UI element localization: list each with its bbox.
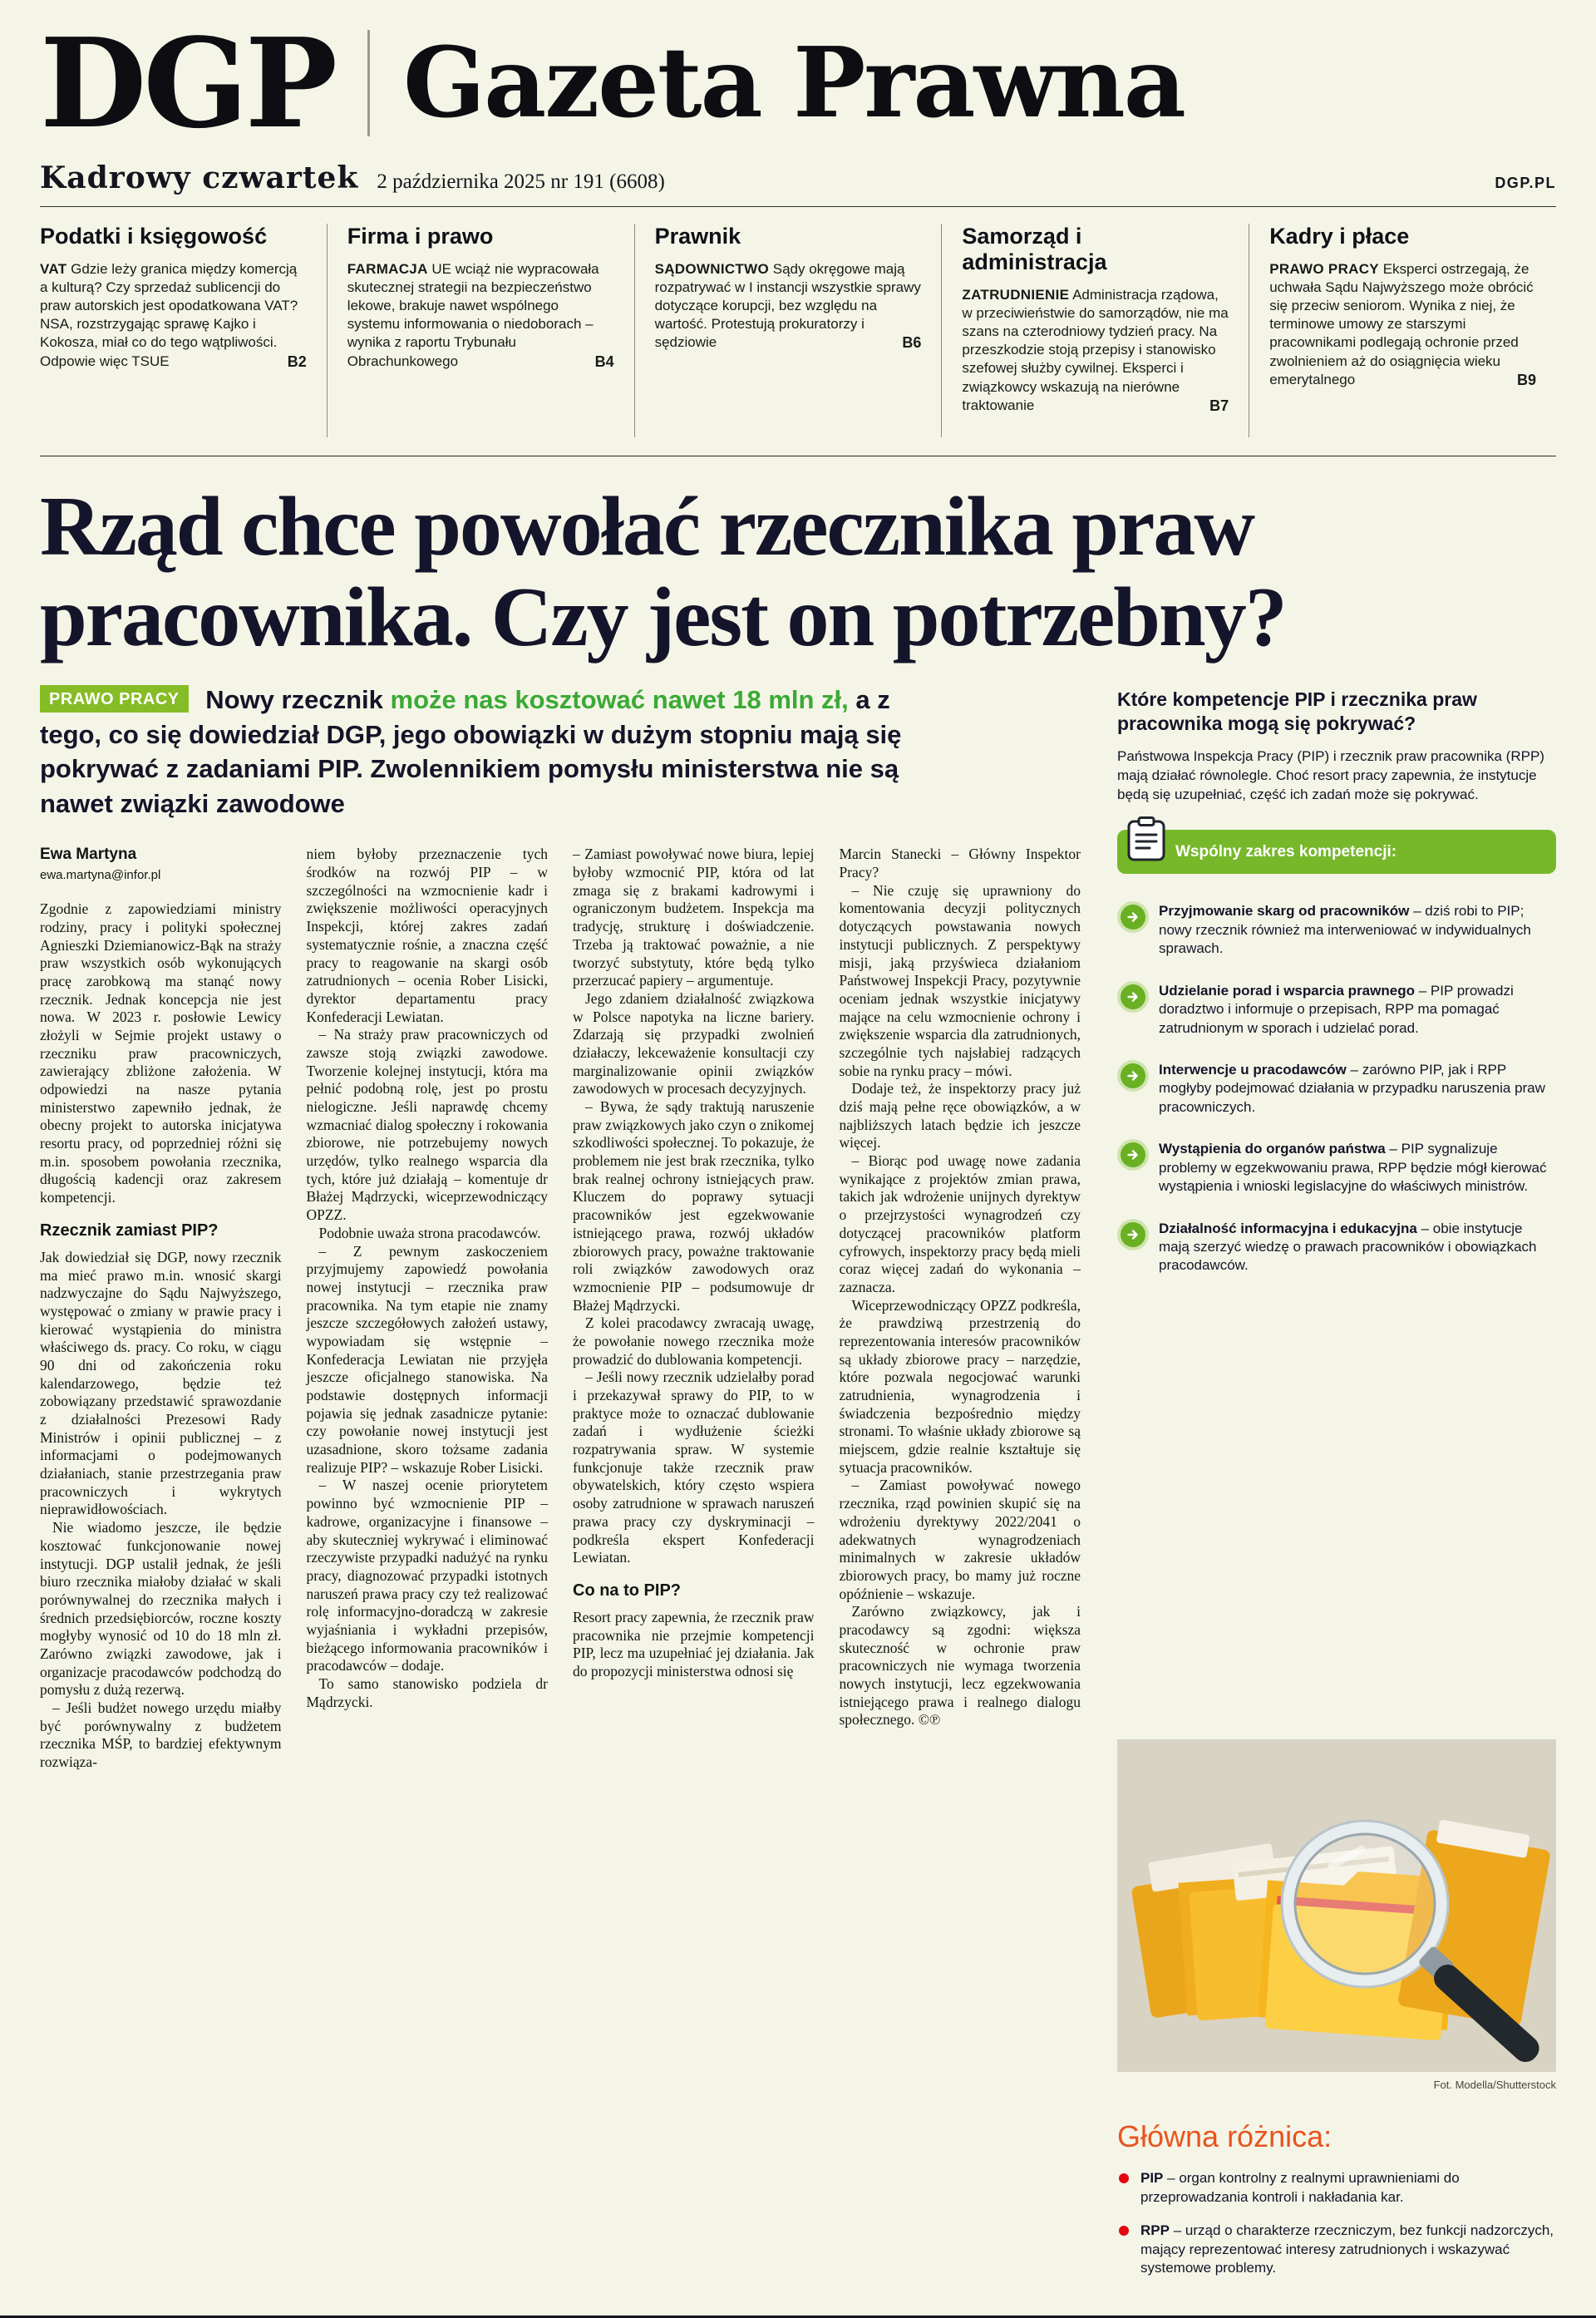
article-paragraph: – W naszej ocenie priorytetem powinno być wzmocnienie PIP – kadrowe, organizacyjne i finansowe – aby skuteczniej wykrywać i eliminować rzeczywiste przypadki nadużyć na rynku pracy, diagnozować przypadki istotnych naruszeń prawa pracy czy też realizować rolę informacyjno-doradczą w zakresie wyjaśniania i wykładni przepisów, bieżącego informowania pracowników i pracodawców – dodaje. bbox=[306, 1477, 548, 1674]
teaser-band bbox=[40, 207, 1556, 456]
competency-title: Wystąpienia do organów państwa bbox=[1159, 1141, 1386, 1157]
difference-text: – urząd o charakterze rzeczniczym, bez funkcji nadzorczych, mający reprezentować interesy zatrudnionych i wskazywać systemowe problemy. bbox=[1140, 2222, 1554, 2276]
competency-box bbox=[1117, 830, 1556, 875]
article-paragraph: Jego zdaniem działalność związkowa w Polsce napotyka na liczne bariery. Zdarzają się przypadki zwolnień działaczy, lekceważenie konsultacji czy marginalizowanie opinii związków zawodowych w procesach decyzyjnych. bbox=[573, 989, 815, 1097]
arrow-icon bbox=[1121, 1063, 1145, 1088]
article-paragraph: – Nie czuję się uprawniony do komentowania decyzji politycznych dotyczących powstawania nowych instytucji publicznych. Z perspektywy misji, jaką przyświeca działaniom Państwowej Inspekcji Pracy, pozytywnie oceniam jednak wszystkie inicjatywy mające na celu wzmocnienie ochrony i zwiększenie wsparcia dla zatrudnionych, szczególnie tych najsłabiej radzących sobie na rynku pracy – mówi. bbox=[839, 881, 1081, 1079]
sidebar-bottom bbox=[1117, 1739, 1556, 2292]
article-paragraph: – Zamiast powoływać nowego rzecznika, rząd powinien skupić się na wdrożeniu dyrektywy 2022/2041 o adekwatnych wynagrodzeniach minimalnych w zakresie układów zbiorowych pracy, bo mamy już roczne opóźnienie – wskazuje. bbox=[839, 1477, 1081, 1602]
article-column-3 bbox=[573, 846, 815, 2292]
teaser-kicker: ZATRUDNIENIE bbox=[962, 287, 1070, 303]
article-paragraph: Co na to PIP? bbox=[573, 1581, 681, 1600]
competency-item bbox=[1117, 982, 1556, 1038]
teaser-section-title: Prawnik bbox=[654, 224, 741, 249]
competency-title: Przyjmowanie skarg od pracowników bbox=[1159, 903, 1410, 920]
masthead-divider bbox=[367, 30, 370, 136]
article-paragraph: – Zamiast powoływać nowe biura, lepiej byłoby wzmocnić PIP, która od lat zmaga się z brakami kadrowymi i ograniczonym budżetem. Inspekcja ma tradycję, strukturę i doświadczenie. Trzeba ją traktować poważnie, a nie tworzyć substytuty, które będą tylko przerzucać papiery – argumentuje. bbox=[573, 846, 815, 989]
issue-date: 2 października 2025 nr 191 (6608) bbox=[377, 170, 665, 193]
competency-text: – dziś robi to PIP; nowy rzecznik również ma interweniować w indywidualnych sprawach. bbox=[1159, 903, 1531, 957]
teaser-page-number: B4 bbox=[594, 353, 614, 370]
competency-text: – PIP sygnalizuje problemy w egzekwowaniu prawa, RPP będzie mógł kierować wystąpienia i wnioski legislacyjne do właściwych ministrów. bbox=[1159, 1141, 1547, 1195]
teaser bbox=[634, 224, 942, 437]
competency-text: – PIP prowadzi doradztwo i informuje o przepisach, RPP ma pomagać zatrudnionym w sporach i udzielać porad. bbox=[1159, 982, 1514, 1036]
lede bbox=[40, 683, 946, 821]
arrow-icon bbox=[1121, 905, 1145, 930]
sidebar-infobox bbox=[1117, 683, 1556, 2292]
competency-list bbox=[1117, 902, 1556, 1299]
teaser-section-title: Samorząd i administracja bbox=[962, 224, 1107, 275]
difference-label: PIP bbox=[1140, 2170, 1164, 2187]
difference-label: RPP bbox=[1140, 2222, 1170, 2239]
teaser-text bbox=[962, 286, 1229, 415]
main-article bbox=[40, 683, 1081, 2292]
article-paragraph: Podobnie uważa strona pracodawców. bbox=[318, 1224, 541, 1241]
teaser-summary: Eksperci ostrzegają, że uchwała Sądu Najwyższego może obrócić się przeciw seniorom. Wynika z niej, że terminowe umowy ze starszymi pracownikami podlegają ochronie przed zwolnieniem aż do osiągnięcia wieku emerytalnego bbox=[1269, 261, 1534, 387]
teaser bbox=[1249, 224, 1556, 437]
teaser-summary: Sądy okręgowe mają rozpatrywać w I instancji wszystkie sprawy dotyczące korupcji, bez względu na wartość. Protestują prokuratorzy i sędziowie bbox=[654, 261, 921, 351]
photo-credit: Fot. Modella/Shutterstock bbox=[1433, 2079, 1556, 2091]
article-paragraph: Zarówno związkowcy, jak i pracodawcy są zgodni: większa skuteczność w ochronie praw pracowniczych nie wymaga tworzenia nowych instytucji, lecz egzekwowania istniejącego prawa i realnego dialogu społecznego. ©℗ bbox=[839, 1603, 1081, 1729]
article-column-2 bbox=[307, 846, 549, 2292]
difference-list bbox=[1117, 2169, 1556, 2277]
article-paragraph: Ewa Martyna bbox=[40, 846, 137, 864]
article-paragraph: Wiceprzewodniczący OPZZ podkreśla, że prawdziwą przestrzenią do reprezentowania interesów pracowników są układy zbiorowe pracy – narzędzie, które pozwala negocjować warunki zatrudnienia, wynagrodzenia i świadczenia bezpośrednio między stronami. To właśnie układy zbiorowe są miejscem, gdzie realnie kształtuje się sytuacja pracowników. bbox=[839, 1296, 1081, 1476]
bullet-icon bbox=[1119, 2226, 1129, 2236]
article-paragraph: Zgodnie z zapowiedziami ministry rodziny, pracy i polityki społecznej Agnieszki Dziemianowicz-Bąk na straży praw wszystkich osób wykonujących pracę zarobkową ma stanąć nowy rzecznik. Jednak koncepcja nie jest nowa. W 2023 r. posłowie Lewicy złożyli w Sejmie projekt ustawy o rzeczniku praw pracowniczych, zawierający zbliżone założenia. W odpowiedzi na nasze pytania ministerstwo zapewniło jednak, że obecny projekt to autorska inicjatywa resortu pracy, od poprzedniej różni się m.in. sposobem powołania rzecznika, długością kadencji oraz zakresem kompetencji. bbox=[40, 900, 282, 1206]
teaser-text bbox=[347, 260, 614, 371]
competency-text: – zarówno PIP, jak i RPP mogłyby podejmować działania w przypadku naruszenia praw pracowniczych. bbox=[1159, 1061, 1545, 1115]
article-paragraph: ewa.martyna@infor.pl bbox=[40, 868, 161, 883]
article-column-1 bbox=[40, 846, 282, 2292]
competency-text: – obie instytucje mają szerzyć wiedzę o prawach pracowników i obowiązkach pracodawców. bbox=[1159, 1220, 1537, 1274]
competency-item bbox=[1117, 1140, 1556, 1196]
article-paragraph: – Biorąc pod uwagę nowe zadania wynikające z projektów zmian prawa, takich jak wdrożenie unijnych dyrektyw o przejrzystości wynagrodzeń czy dotyczącej pracowników platform cyfrowych, inspektorzy pracy będą mieli coraz więcej zadań do wykonania – zaznacza. bbox=[839, 1152, 1081, 1295]
article-paragraph: – Bywa, że sądy traktują naruszenie praw związkowych jako czyn o znikomej szkodliwości społecznej. To pokazuje, że problemem nie jest brak rzecznika, tylko brak realnej ochrony istniejących praw. Kluczem do poprawy sytuacji pracowników jest egzekwowanie istniejącego prawa, rozwój układów zbiorowych pracy, poważne traktowanie roli związków zawodowych oraz wzmocnienie PIP – podsumowuje dr Błażej Mądrzycki. bbox=[573, 1098, 815, 1314]
arrow-icon bbox=[1121, 984, 1145, 1009]
main-headline: Rząd chce powołać rzecznika praw pracownika. Czy jest on potrzebny? bbox=[40, 480, 1286, 665]
article-paragraph: – Na straży praw pracowniczych od zawsze stoją związki zawodowe. Tworzenie kolejnej instytucji, która ma pełnić podobną rolę, jest po prostu nielogiczne. Jeśli naprawdę chcemy wzmacniać dialog społeczny i rokowania zbiorowe, nie potrzebujemy nowych urzędów, tylko realnego wsparcia dla tych, które już działają – komentuje dr Błażej Mądrzycki, wiceprzewodniczący OPZZ. bbox=[306, 1026, 548, 1224]
teaser-summary: UE wciąż nie wypracowała skutecznej strategii na bezpieczeństwo lekowe, brakuje nawet wspólnego systemu informowania o niedoborach – wynika z raportu Trybunału Obrachunkowego bbox=[347, 261, 599, 369]
paper-title: Gazeta Prawna bbox=[403, 27, 1185, 140]
competency-entry bbox=[1159, 1220, 1556, 1275]
bullet-icon bbox=[1119, 2173, 1129, 2183]
article-paragraph: niem byłoby przeznaczenie tych środków na rozwój PIP – w szczególności na wzmocnienie kadr i zwiększenie możliwości operacyjnych Inspekcji, której zakres zadań systematycznie rośnie, a znaczna część pracy to reagowanie na skargi osób zatrudnionych – ocenia Rober Lisicki, dyrektor departamentu pracy Konfederacji Lewiatan. bbox=[306, 846, 548, 1025]
competency-title: Interwencje u pracodawców bbox=[1159, 1061, 1347, 1078]
article-column-4 bbox=[840, 846, 1081, 2292]
teaser-section-title: Kadry i płace bbox=[1269, 224, 1410, 249]
difference-item bbox=[1117, 2222, 1556, 2277]
teaser-summary: Gdzie leży granica między komercją a kulturą? Czy sprzedaż sublicencji do praw autorskich jest opodatkowana VAT? NSA, rozstrzygając sprawę Kajko i Kokosza, miał co do tego wątpliwości. Odpowie więc TSUE bbox=[40, 261, 298, 369]
prawo-pracy-tag: PRAWO PRACY bbox=[40, 685, 189, 713]
competency-entry bbox=[1159, 982, 1556, 1038]
arrow-icon bbox=[1121, 1142, 1145, 1167]
article-paragraph: Dodaje też, że inspektorzy pracy już dziś mają pełne ręce obowiązków, a w najbliższych latach będzie ich jeszcze więcej. bbox=[839, 1080, 1081, 1152]
article-paragraph: Rzecznik zamiast PIP? bbox=[40, 1221, 219, 1240]
teaser bbox=[40, 224, 327, 437]
teaser-page-number: B9 bbox=[1516, 371, 1536, 388]
difference-item bbox=[1117, 2169, 1556, 2207]
site-label: DGP.PL bbox=[1495, 175, 1556, 191]
lede-text-start: Nowy rzecznik bbox=[205, 685, 383, 715]
folders-magnifier-illustration bbox=[1117, 1739, 1556, 2072]
article-paragraph: – Jeśli nowy rzecznik udzielałby porad i przekazywał sprawy do PIP, to w praktyce może to oznaczać dublowanie zadań i wydłużenie ścieżki rozpatrywania spraw. W systemie funkcjonuje także rzecznik praw obywatelskich, który często wspiera osoby zatrudnione w sprawach naruszeń prawa pracy czy dyskryminacji – podkreśla ekspert Konfederacji Lewiatan. bbox=[573, 1369, 815, 1566]
lede-text-rest: a z tego, co się dowiedział DGP, jego obowiązki w dużym stopniu mają się pokrywać z zadaniami PIP. Zwolennikiem pomysłu ministerstwa nie są nawet związki zawodowe bbox=[40, 685, 902, 818]
dgp-logo: DGP bbox=[40, 11, 335, 155]
article-paragraph: – Jeśli budżet nowego urzędu miałby być porównywalny z budżetem rzecznika MŚP, to bardziej efektywnym rozwiąza- bbox=[40, 1699, 282, 1771]
teaser-summary: Administracja rządowa, w przeciwieństwie do samorządów, nie ma szans na czterodniowy tydzień pracy. Na przeszkodzie stoją przepisy i stanowisko szefowej służby cywilnej. Eksperci i związkowcy wskazują na nierówne traktowanie bbox=[962, 287, 1229, 413]
difference-text: – organ kontrolny z realnymi uprawnieniami do przeprowadzania kontroli i nakładania kar. bbox=[1140, 2170, 1460, 2205]
masthead-row bbox=[40, 11, 1556, 155]
competency-entry bbox=[1159, 1061, 1556, 1117]
article-paragraph: Resort pracy zapewnia, że rzecznik praw pracownika nie przejmie kompetencji PIP, lecz ma uzupełniać jej działania. Jak do propozycji ministerstwa odnosi się bbox=[573, 1608, 815, 1679]
teaser-kicker: VAT bbox=[40, 261, 67, 278]
article-paragraph: – Z pewnym zaskoczeniem przyjmujemy zapowiedź powołania nowej instytucji – rzecznika praw pracownika. Na tym etapie nie znamy jeszcze szczegółowych założeń ustawy, wypowiadam się wstępnie – Konfederacja Lewiatan nie przyjęła jeszcze oficjalnego stanowiska. Na podstawie dostępnych informacji pojawia się jednak zasadnicze pytanie: czy powołanie nowej instytucji jest uzasadnione, skoro tożsame zadania realizuje PIP? – wskazuje Rober Lisicki. bbox=[306, 1242, 548, 1476]
competency-entry bbox=[1159, 902, 1556, 958]
teaser-section-title: Firma i prawo bbox=[347, 224, 494, 249]
arrow-icon bbox=[1121, 1222, 1145, 1247]
teaser-section-title: Podatki i księgowość bbox=[40, 224, 268, 249]
competency-title: Udzielanie porad i wsparcia prawnego bbox=[1159, 982, 1415, 999]
competency-item bbox=[1117, 1061, 1556, 1117]
teaser-page-number: B6 bbox=[902, 334, 922, 352]
teaser-page-number: B2 bbox=[287, 353, 307, 370]
article-paragraph: To samo stanowisko podziela dr Mądrzycki. bbox=[306, 1675, 548, 1710]
teaser-kicker: PRAWO PRACY bbox=[1269, 261, 1379, 278]
sidebar-heading: Które kompetencje PIP i rzecznika praw pracownika mogą się pokrywać? bbox=[1117, 688, 1477, 734]
teaser-kicker: FARMACJA bbox=[347, 261, 428, 278]
teaser-text bbox=[40, 260, 307, 371]
clipboard-icon bbox=[1127, 816, 1165, 867]
competency-entry bbox=[1159, 1140, 1556, 1196]
teaser bbox=[327, 224, 634, 437]
article-columns bbox=[40, 846, 1081, 2292]
competency-title: Działalność informacyjna i edukacyjna bbox=[1159, 1220, 1417, 1236]
article-paragraph: Jak dowiedział się DGP, nowy rzecznik ma mieć prawo m.in. wnosić skargi nadzwyczajne do Sądu Najwyższego, występować o zmiany w prawie pracy i kierować wystąpienia do ministra właściwego ds. pracy. Co roku, w ciągu 90 dni od zakończenia roku kalendarzowego, będzie też zobowiązany przedstawić sprawozdanie z działalności Prezesowi Rady Ministrów i opinii publicznej – z informacjami o podejmowanych działaniach, stanie przestrzegania praw pracowniczych i wykrytych nieprawidłowościach. bbox=[40, 1248, 282, 1518]
teaser-text bbox=[655, 260, 922, 352]
difference-heading: Główna różnica: bbox=[1117, 2118, 1332, 2153]
teaser bbox=[941, 224, 1249, 437]
teaser-page-number: B7 bbox=[1209, 397, 1229, 414]
article-paragraph: Z kolei pracodawcy zwracają uwagę, że powołanie nowego rzecznika może prowadzić do dublowania kompetencji. bbox=[573, 1314, 815, 1368]
lede-text-highlight: może nas kosztować nawet 18 mln zł, bbox=[390, 685, 849, 715]
competency-box-label: Wspólny zakres kompetencji: bbox=[1175, 842, 1397, 861]
edition-label: Kadrowy czwartek bbox=[40, 160, 359, 195]
masthead bbox=[40, 11, 1556, 207]
competency-item bbox=[1117, 902, 1556, 958]
teaser-kicker: SĄDOWNICTWO bbox=[654, 261, 769, 278]
sidebar-intro: Państwowa Inspekcja Pracy (PIP) i rzecznik praw pracownika (RPP) mają działać równolegle. Choć resort pracy zapewnia, że instytucje będą się uzupełniać, część ich zadań może się pokrywać. bbox=[1117, 747, 1544, 802]
competency-item bbox=[1117, 1220, 1556, 1275]
article-paragraph: Nie wiadomo jeszcze, ile będzie kosztować funkcjonowanie nowej instytucji. DGP ustalił jednak, że jeśli biuro rzecznika miałoby działać w skali porównywalnej do rzecznika małych i średnich przedsiębiorców, roczne koszty mogłyby wynosić od 10 do 18 mln zł. Zarówno związki zawodowe, jak i organizacje pracodawców podchodzą do pomysłu z dużą rezerwą. bbox=[40, 1519, 282, 1699]
article-paragraph: Marcin Stanecki – Główny Inspektor Pracy? bbox=[839, 846, 1081, 881]
teaser-text bbox=[1269, 260, 1536, 389]
content-area bbox=[40, 683, 1556, 2292]
